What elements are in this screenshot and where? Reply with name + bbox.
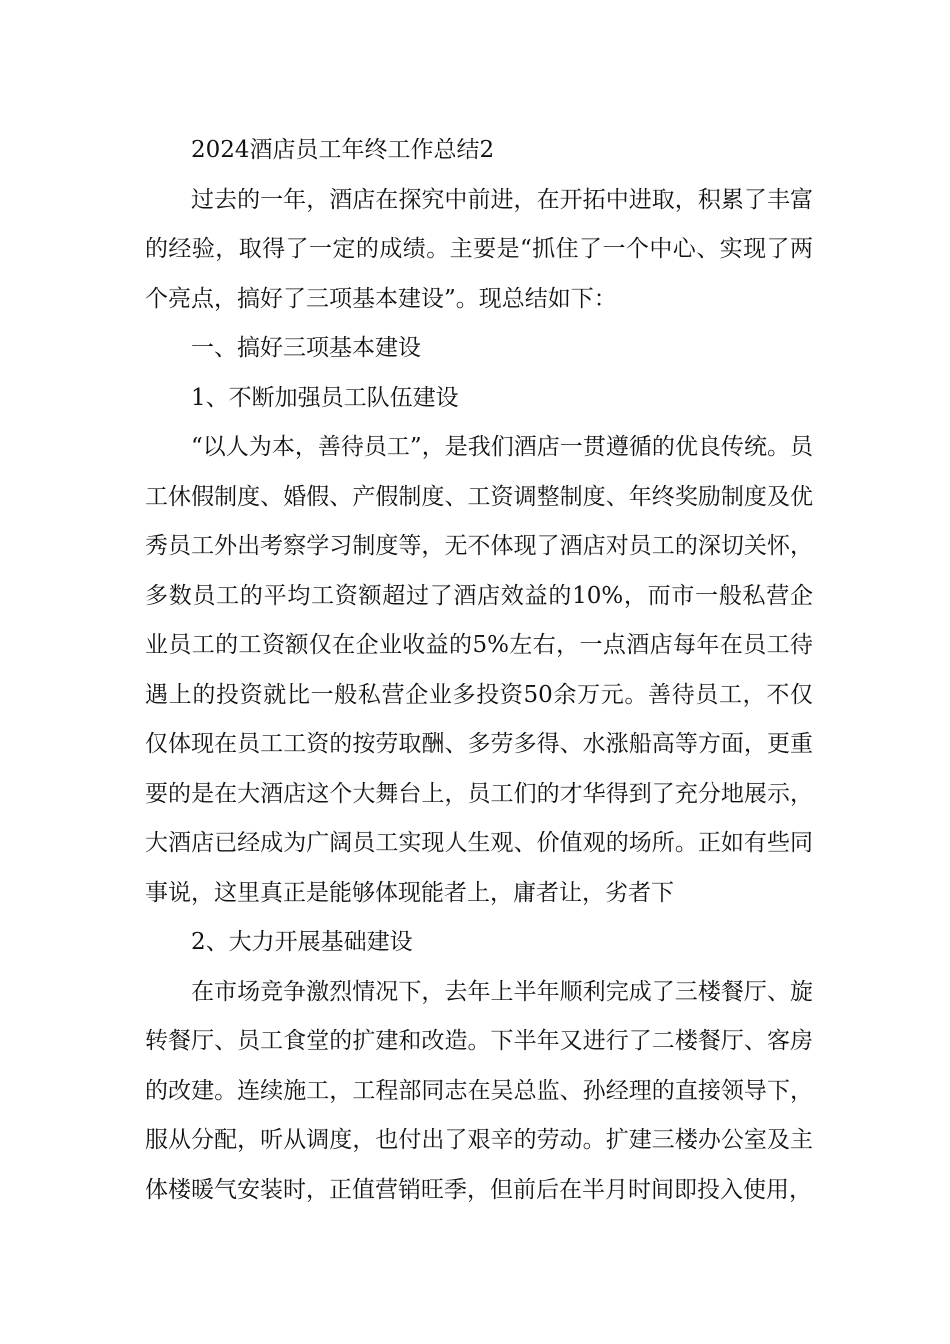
paragraph-staff: “以人为本，善待员工”，是我们酒店一贯遵循的优良传统。员工休假制度、婚假、产假制度、工资调整制度、年终奖励制度及优秀员工外出考察学习制度等，无不体现了酒店对员工的深切关怀，多数员工的平均工资额超过了酒店效益的10%，而市一般私营企业员工的工资额仅在企业收益的5%左右，一点酒店每年在员工待遇上的投资就比一般私营企业多投资50余万元。善待员工，不仅仅体现在员工工资的按劳取酬、多劳多得、水涨船高等方面，更重要的是在大酒店这个大舞台上，员工们的才华得到了充分地展示，大酒店已经成为广阔员工实现人生观、价值观的场所。正如有些同事说，这里真正是能够体现能者上，庸者让，劣者下 bbox=[145, 434, 813, 906]
document-title: 2024酒店员工年终工作总结2 bbox=[191, 137, 495, 163]
section-heading-1: 一、搞好三项基本建设 bbox=[191, 335, 421, 361]
subsection-heading-2: 2、大力开展基础建设 bbox=[191, 929, 413, 955]
document-body bbox=[145, 126, 813, 1215]
subsection-heading-1: 1、不断加强员工队伍建设 bbox=[191, 384, 459, 411]
paragraph-intro: 过去的一年，酒店在探究中前进，在开拓中进取，积累了丰富的经验，取得了一定的成绩。主要是“抓住了一个中心、实现了两个亮点，搞好了三项基本建设”。现总结如下： bbox=[145, 186, 813, 312]
paragraph-construction: 在市场竞争激烈情况下，去年上半年顺利完成了三楼餐厅、旋转餐厅、员工食堂的扩建和改造。下半年又进行了二楼餐厅、客房的改建。连续施工，工程部同志在吴总监、孙经理的直接领导下，服从分配，听从调度，也付出了艰辛的劳动。扩建三楼办公室及主体楼暖气安装时，正值营销旺季，但前后在半月时间即投入使用， bbox=[145, 978, 813, 1203]
